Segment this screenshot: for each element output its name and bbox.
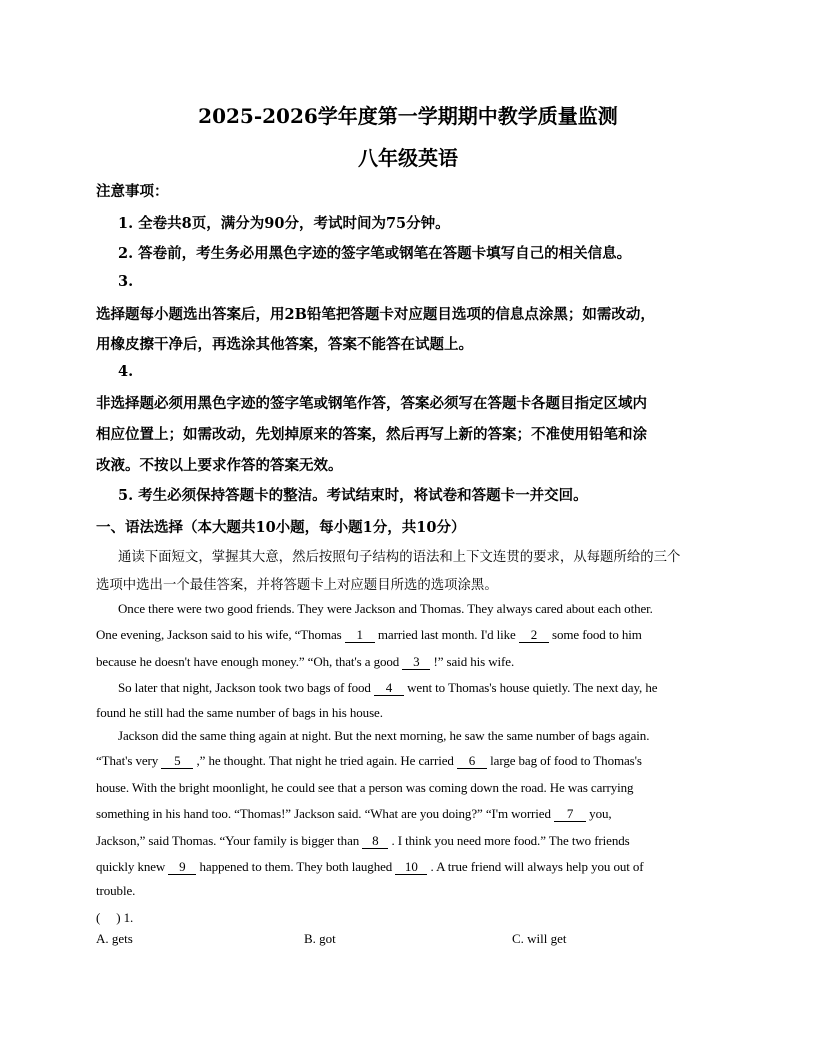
notice-item: 相应位置上；如需改动，先划掉原来的答案，然后再写上新的答案；不准使用铅笔和涂 (96, 426, 647, 443)
notice-item: 非选择题必须用黑色字迹的签字笔或钢笔作答，答案必须写在答题卡各题目指定区域内 (96, 395, 647, 412)
exam-title: 2025-2026学年度第一学期期中教学质量监测 (198, 104, 618, 128)
blank-2: 2 (519, 628, 549, 643)
passage-line: quickly knew 9 happened to them. They both laughed 10 . A true friend will always help you out of (96, 859, 644, 874)
passage-line: trouble. (96, 883, 136, 898)
blank-10: 10 (395, 860, 427, 875)
passage-line: house. With the bright moonlight, he could see that a person was coming down the road. He was carrying (96, 780, 634, 795)
notice-item: 4. (118, 363, 134, 380)
blank-5: 5 (161, 754, 193, 769)
passage-line: So later that night, Jackson took two bags of food 4 went to Thomas's house quietly. The next day, he (118, 680, 658, 695)
section-heading: 一、语法选择（本大题共10小题，每小题1分，共10分） (96, 519, 466, 536)
passage-line: Once there were two good friends. They were Jackson and Thomas. They always cared about each other. (118, 601, 653, 616)
notice-item: 2. 答卷前，考生务必用黑色字迹的签字笔或钢笔在答题卡填写自己的相关信息。 (118, 245, 632, 262)
notice-item: 5. 考生必须保持答题卡的整洁。考试结束时，将试卷和答题卡一并交回。 (118, 487, 588, 504)
blank-8: 8 (362, 834, 388, 849)
notice-item: 1. 全卷共8页，满分为90分，考试时间为75分钟。 (118, 215, 450, 232)
blank-6: 6 (457, 754, 487, 769)
blank-3: 3 (402, 655, 430, 670)
notice-item: 选择题每小题选出答案后，用2B铅笔把答题卡对应题目选项的信息点涂黑；如需改动， (96, 306, 655, 323)
passage-line: Jackson,” said Thomas. “Your family is bigger than 8 . I think you need more food.” The two friends (96, 833, 630, 848)
blank-7: 7 (554, 807, 586, 822)
option-a[interactable]: A. gets (96, 931, 133, 946)
passage-line: Jackson did the same thing again at night. But the next morning, he saw the same number of bags again. (118, 728, 650, 743)
notice-item: 用橡皮擦干净后，再选涂其他答案，答案不能答在试题上。 (96, 336, 473, 353)
blank-4: 4 (374, 681, 404, 696)
question-stem: ( ) 1. (96, 910, 134, 925)
notice-item: 改液。不按以上要求作答的答案无效。 (96, 457, 343, 474)
exam-subtitle: 八年级英语 (358, 146, 458, 170)
passage-line: something in his hand too. “Thomas!” Jackson said. “What are you doing?” “I'm worried 7 you, (96, 806, 612, 821)
passage-line: “That's very 5 ,” he thought. That night he tried again. He carried 6 large bag of food to Thomas's (96, 753, 642, 768)
option-b[interactable]: B. got (304, 931, 336, 946)
passage-line: One evening, Jackson said to his wife, “Thomas 1 married last month. I'd like 2 some food to him (96, 627, 642, 642)
option-c[interactable]: C. will get (512, 931, 567, 946)
passage-line: found he still had the same number of bags in his house. (96, 705, 383, 720)
passage-line: because he doesn't have enough money.” “Oh, that's a good 3 !” said his wife. (96, 654, 515, 669)
notice-heading: 注意事项： (96, 183, 169, 200)
notice-item: 3. (118, 273, 134, 290)
section-instructions: 选项中选出一个最佳答案，并将答题卡上对应题目所选的选项涂黑。 (96, 578, 498, 593)
blank-1: 1 (345, 628, 375, 643)
blank-9: 9 (168, 860, 196, 875)
section-instructions: 通读下面短文，掌握其大意，然后按照句子结构的语法和上下文连贯的要求，从每题所给的三个 (118, 550, 681, 565)
